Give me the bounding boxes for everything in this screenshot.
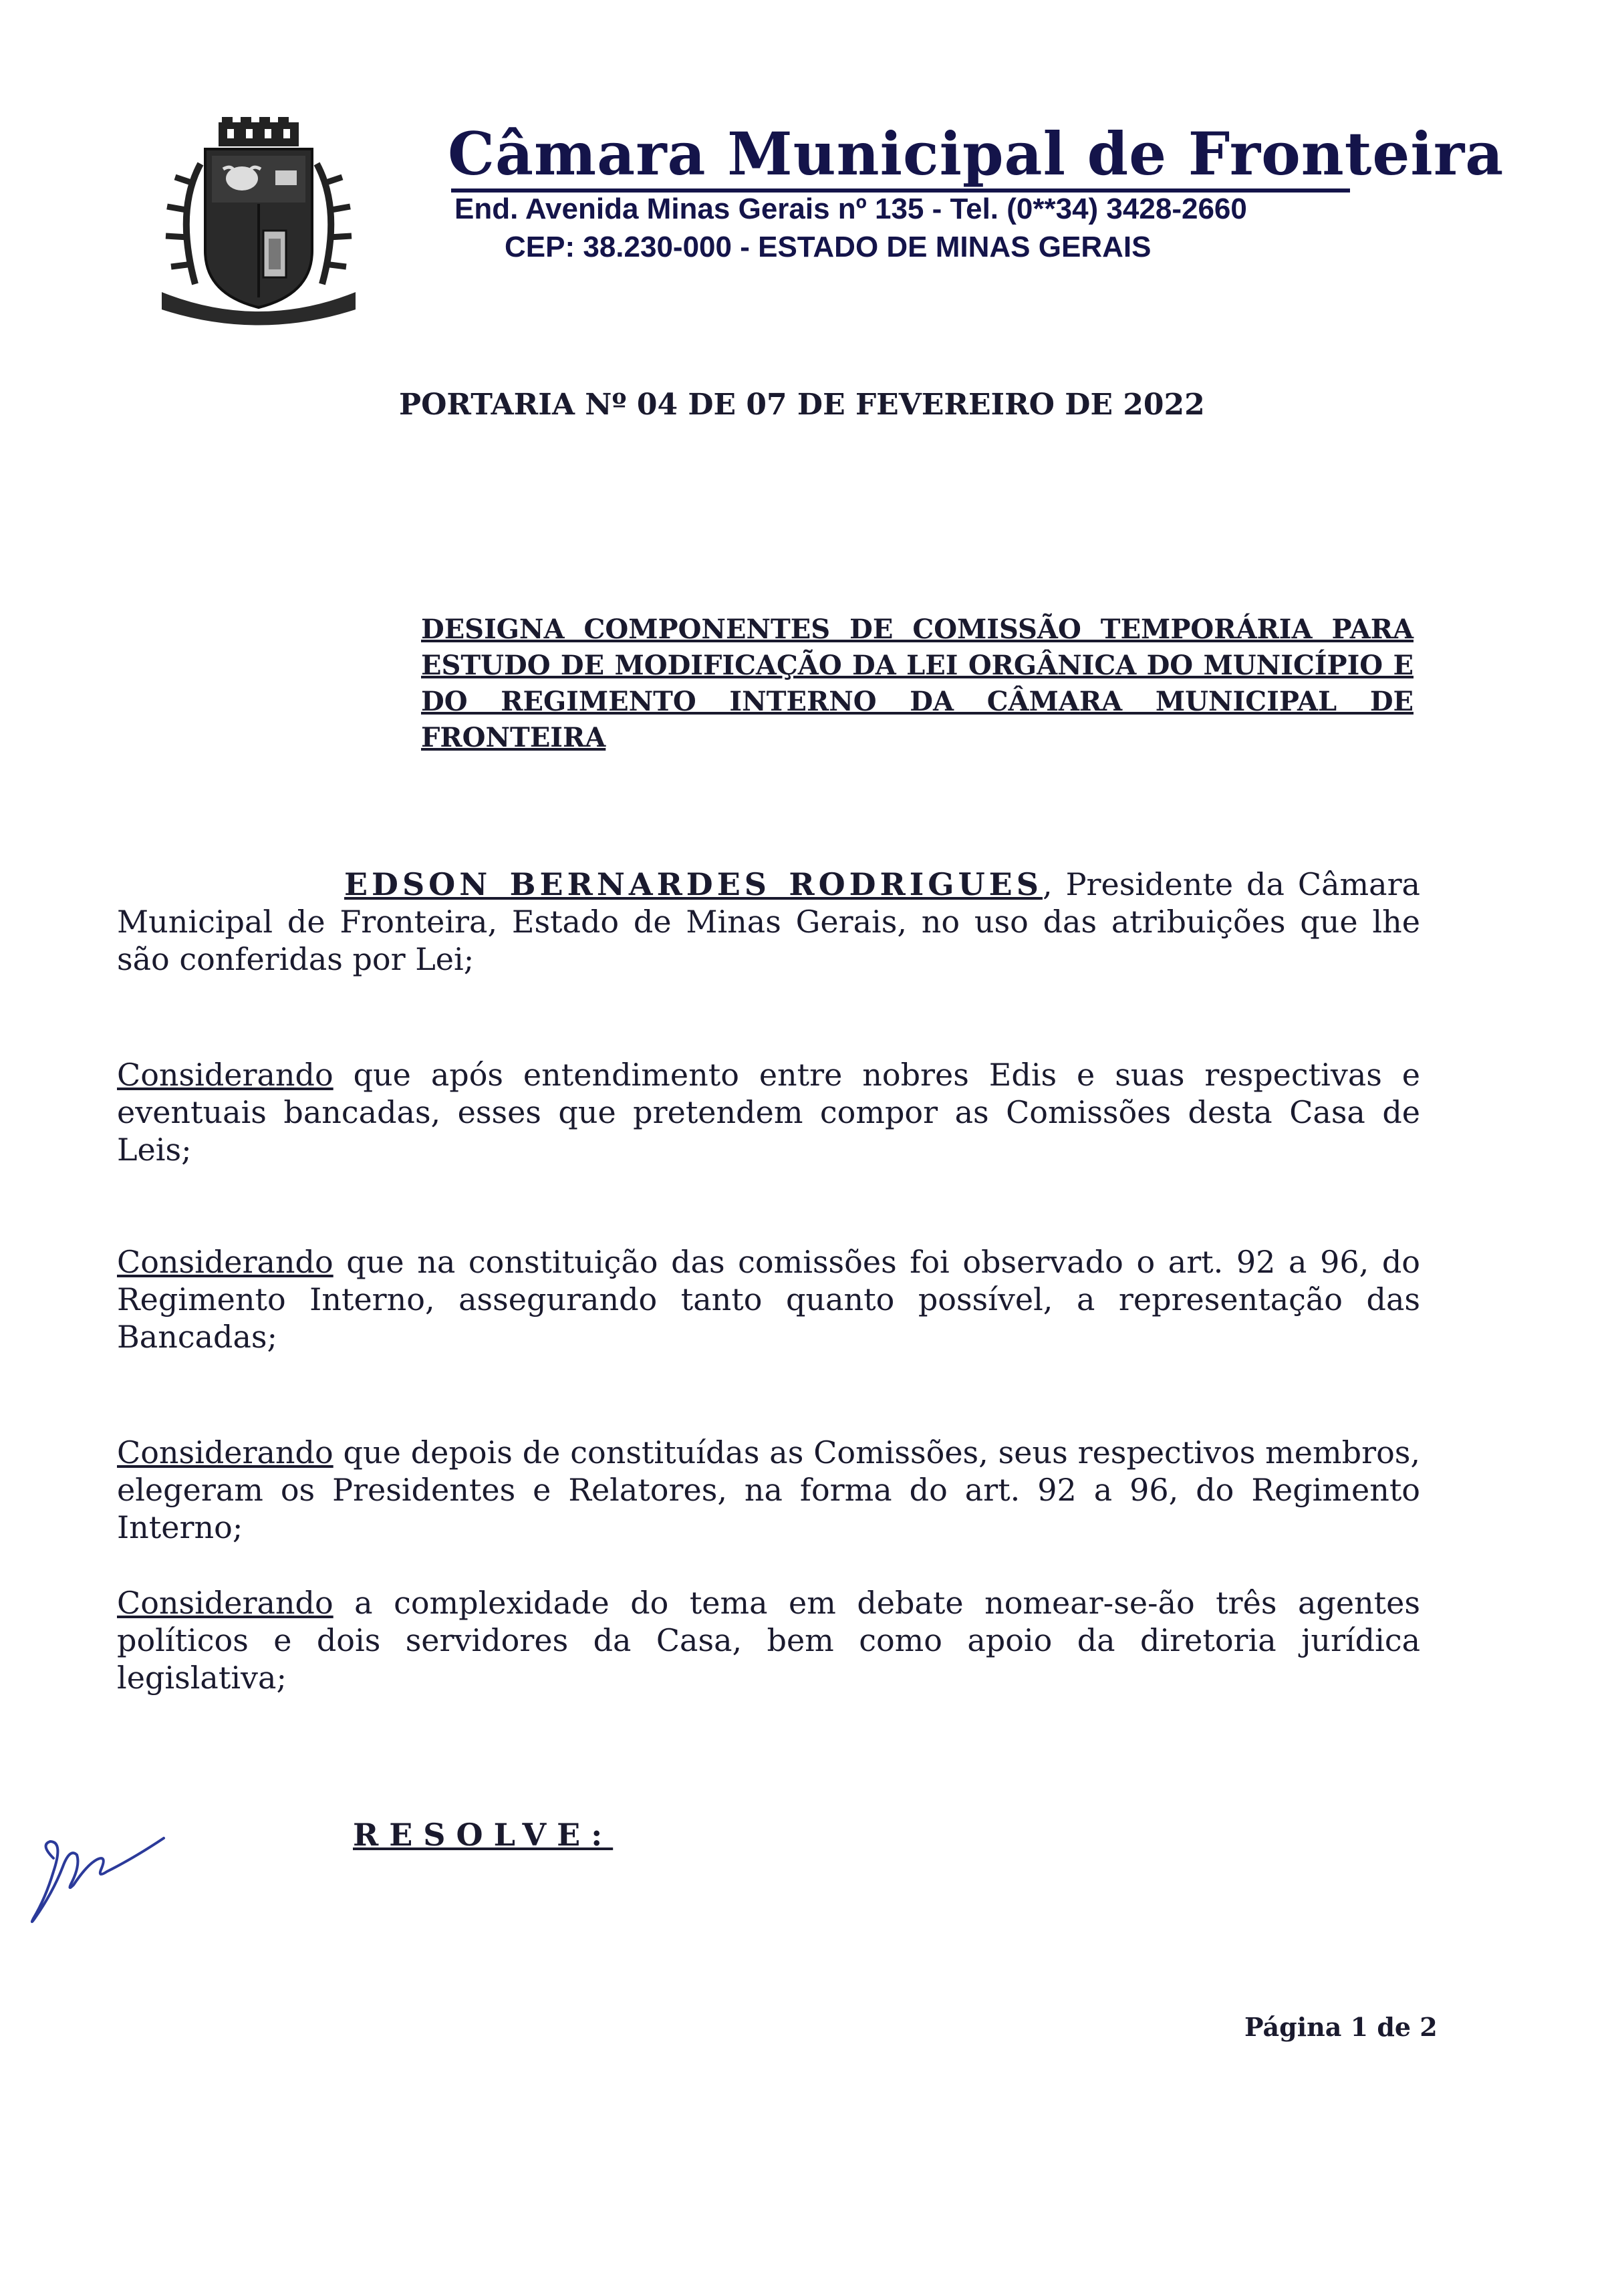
address-line-2: CEP: 38.230-000 - ESTADO DE MINAS GERAIS bbox=[505, 231, 1152, 263]
address-line-1: End. Avenida Minas Gerais nº 135 - Tel. (0**34) 3428-2660 bbox=[454, 193, 1247, 225]
considerando-text: que após entendimento entre nobres Edis e suas respectivas e eventuais bancadas, esses que pretendem compor as Comissões desta Casa de Leis; bbox=[117, 1057, 1420, 1168]
considerando-text: a complexidade do tema em debate nomear-se-ão três agentes políticos e dois servidores da Casa, bem como apoio da diretoria jurídica legislativa; bbox=[117, 1585, 1420, 1696]
considerando-keyword: Considerando bbox=[117, 1244, 333, 1280]
considerando-keyword: Considerando bbox=[117, 1057, 333, 1093]
document-heading: PORTARIA Nº 04 DE 07 DE FEVEREIRO DE 2022 bbox=[399, 388, 1205, 422]
considerando-paragraph bbox=[117, 1243, 1420, 1356]
resolve-heading: RESOLVE: bbox=[353, 1817, 614, 1853]
considerando-text: que na constituição das comissões foi observado o art. 92 a 96, do Regimento Interno, assegurando tanto quanto possível, a representação das Bancadas; bbox=[117, 1244, 1420, 1355]
handwritten-initials-icon bbox=[13, 1818, 174, 1932]
ementa: DESIGNA COMPONENTES DE COMISSÃO TEMPORÁRIA PARA ESTUDO DE MODIFICAÇÃO DA LEI ORGÂNICA DO MUNICÍPIO E DO REGIMENTO INTERNO DA CÂMARA MUNICIPAL DE FRONTEIRA bbox=[421, 614, 1414, 753]
considerando-paragraph bbox=[117, 1584, 1420, 1696]
considerando-keyword: Considerando bbox=[117, 1585, 333, 1621]
considerando-paragraph bbox=[117, 1056, 1420, 1168]
municipal-coat-of-arms-icon bbox=[148, 117, 369, 328]
org-title: Câmara Municipal de Fronteira bbox=[448, 119, 1504, 188]
considerando-keyword: Considerando bbox=[117, 1434, 333, 1471]
considerando-paragraph bbox=[117, 1434, 1420, 1546]
page-number: Página 1 de 2 bbox=[1244, 2012, 1438, 2042]
intro-paragraph bbox=[117, 866, 1420, 978]
president-name: EDSON BERNARDES RODRIGUES bbox=[344, 866, 1043, 902]
considerando-text: que depois de constituídas as Comissões, seus respectivos membros, elegeram os Presidentes e Relatores, na forma do art. 92 a 96, do Regimento Interno; bbox=[117, 1434, 1420, 1545]
intro-text: , Presidente da Câmara Municipal de Fronteira, Estado de Minas Gerais, no uso das atribuições que lhe são conferidas por Lei; bbox=[117, 866, 1420, 977]
